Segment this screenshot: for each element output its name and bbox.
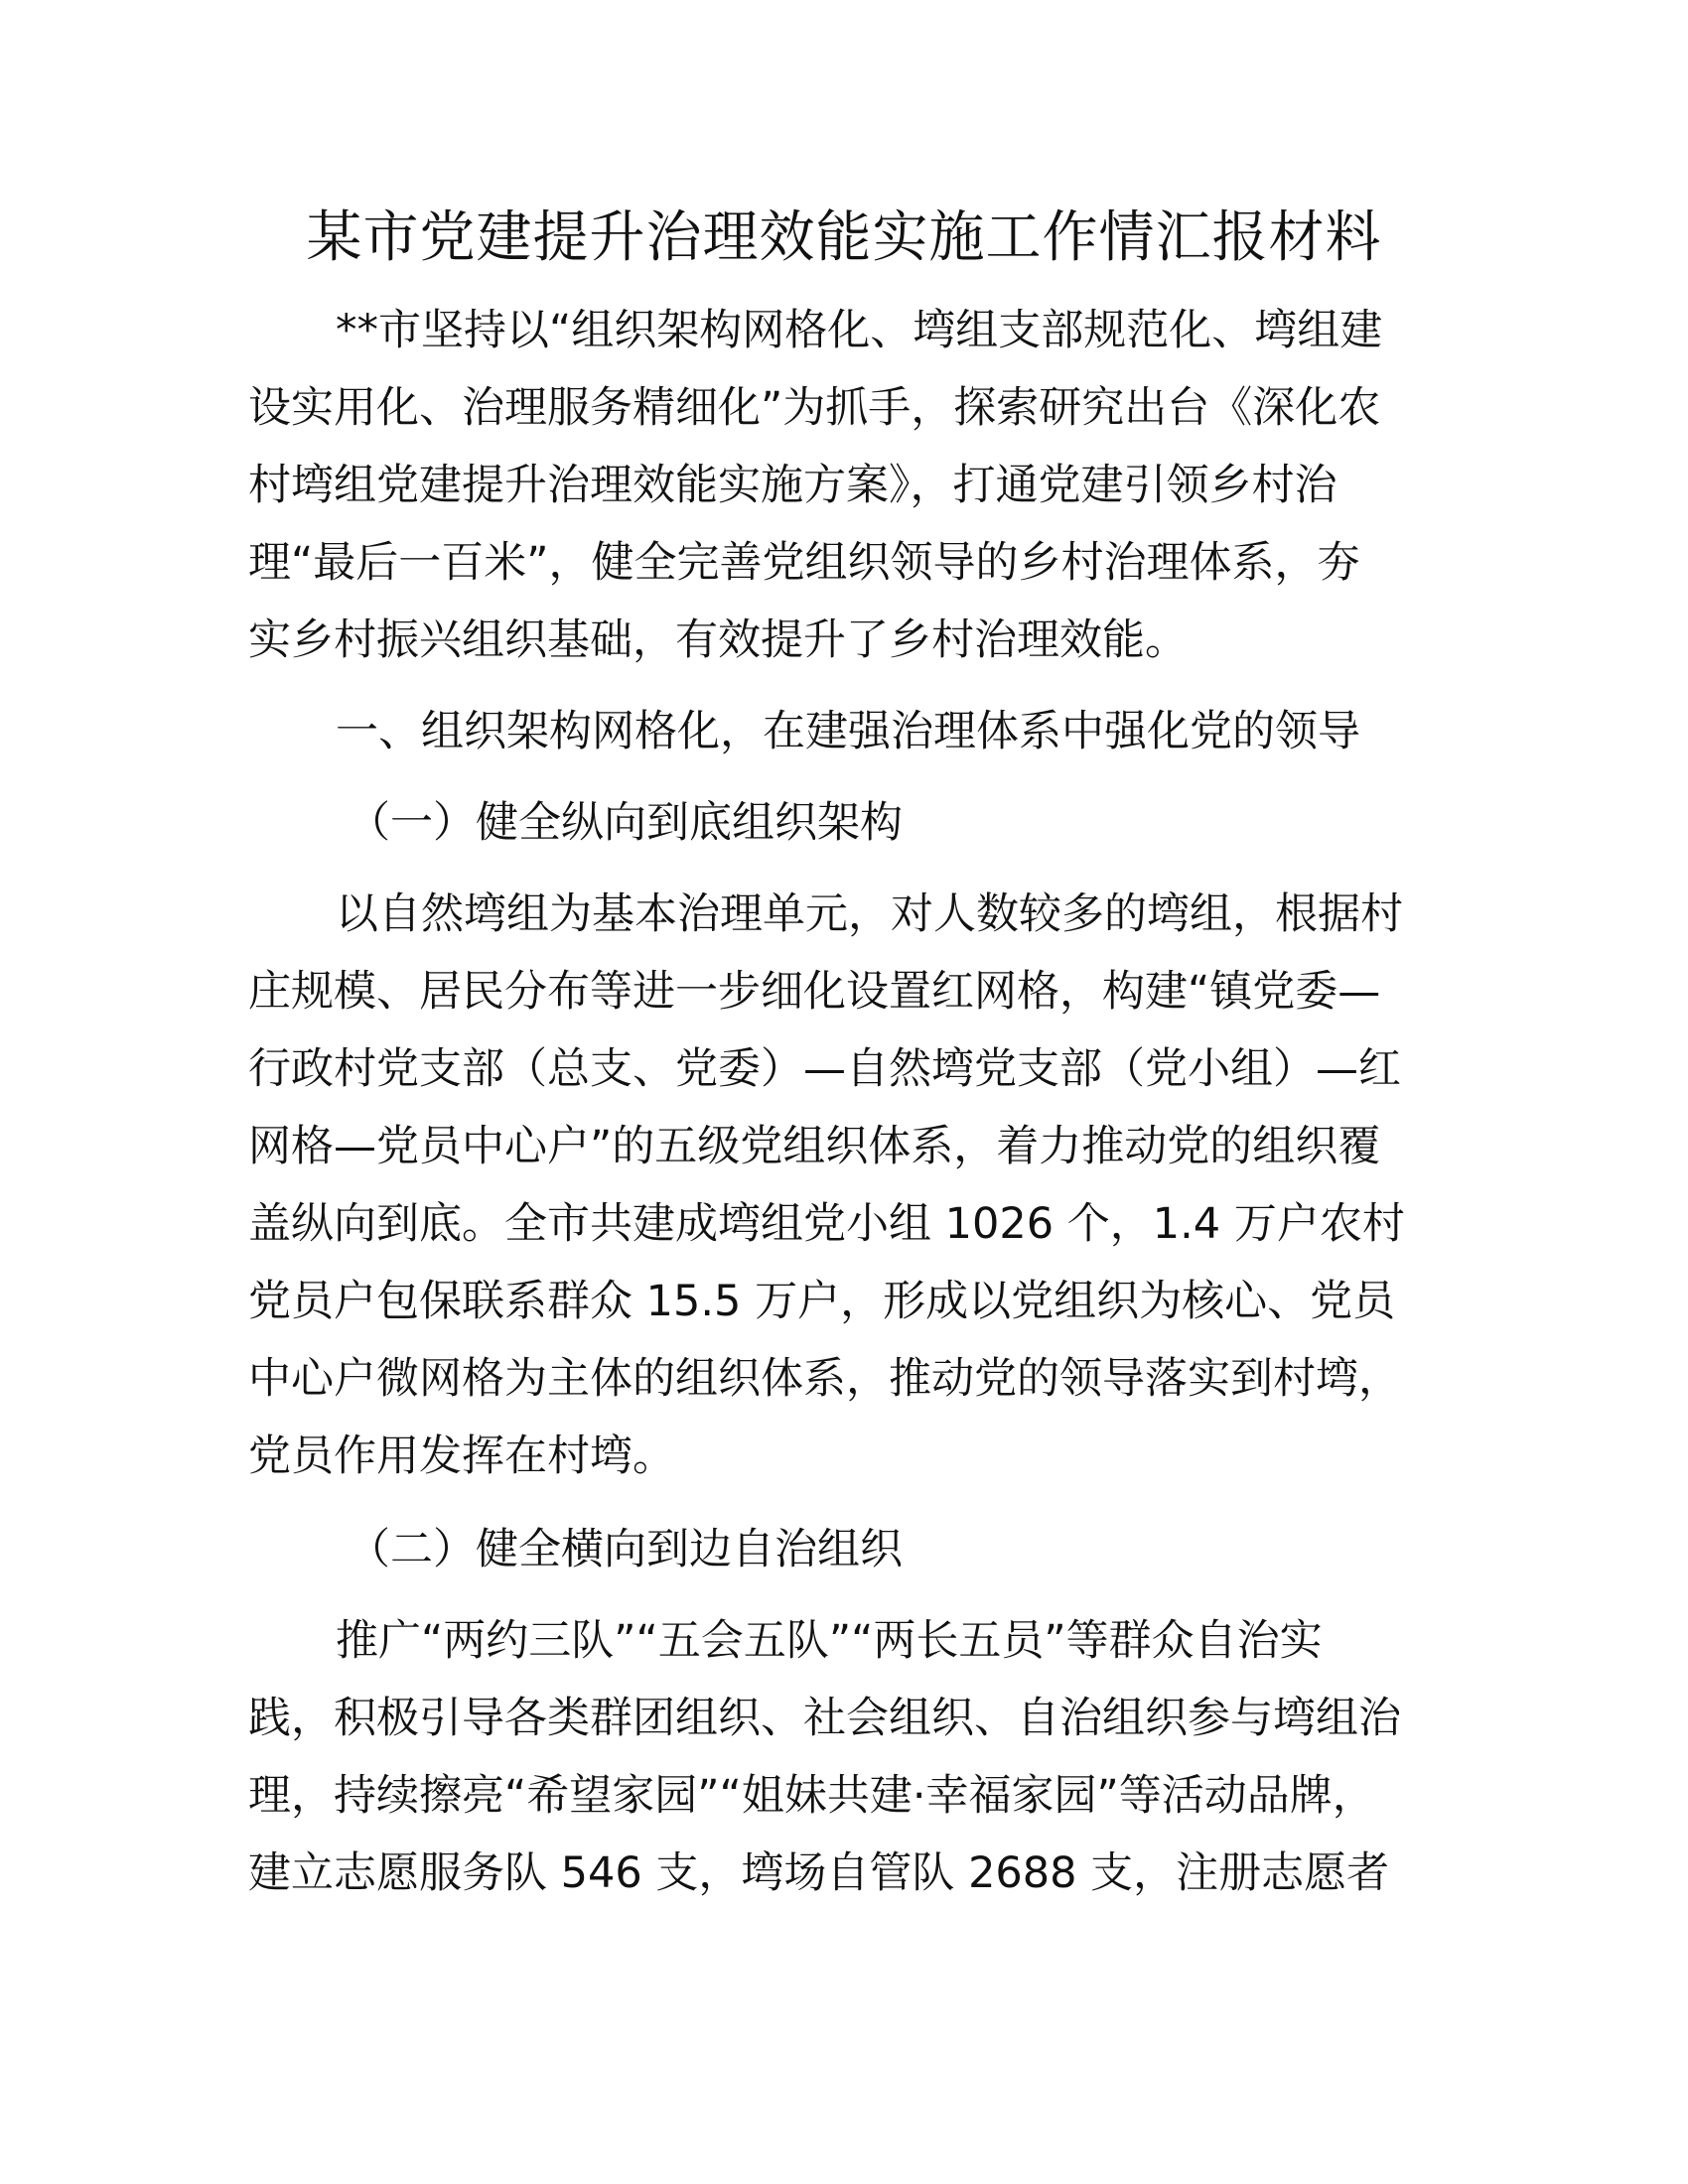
intro-paragraph: [248, 292, 1440, 679]
subsection-2-line-2: 践，积极引导各类群团组织、社会组织、自治组织参与塆组治: [248, 1694, 1401, 1743]
section-heading: 一、组织架构网格化，在建强治理体系中强化党的领导: [336, 707, 1360, 756]
spacer: [248, 1495, 1440, 1511]
subsection-2-line-4: 建立志愿服务队 546 支，塆场自管队 2688 支，注册志愿者: [248, 1848, 1390, 1898]
intro-line-3: 村塆组党建提升治理效能实施方案》，打通党建引领乡村治: [248, 461, 1337, 510]
subsection-1-line-8: 党员作用发挥在村塆。: [248, 1432, 675, 1481]
intro-line-1: **市坚持以“组织架构网格化、塆组支部规范化、塆组建: [336, 306, 1383, 355]
subsection-1-line-7: 中心户微网格为主体的组织体系，推动党的领导落实到村塆，: [248, 1354, 1401, 1404]
subsection-1-heading: （一）健全纵向到底组织架构: [348, 798, 903, 848]
subsection-1-line-6: 党员户包保联系群众 15.5 万户，形成以党组织为核心、党员: [248, 1277, 1396, 1326]
spacer: [248, 1588, 1440, 1602]
intro-line-5: 实乡村振兴组织基础，有效提升了乡村治理效能。: [248, 615, 1188, 665]
intro-line-4: 理“最后一百米”，健全完善党组织领导的乡村治理体系，夯: [248, 538, 1360, 588]
subsection-1-line-1: 以自然塆组为基本治理单元，对人数较多的塆组，根据村: [336, 889, 1403, 939]
subsection-2-line-1: 推广“两约三队”“五会五队”“两长五员”等群众自治实: [336, 1616, 1323, 1666]
document-page: [248, 199, 1440, 1985]
subsection-2-line-3: 理，持续擦亮“希望家园”“姐妹共建·幸福家园”等活动品牌，: [248, 1771, 1375, 1821]
subsection-1-line-4: 网格—党员中心户”的五级党组织体系，着力推动党的组织覆: [248, 1122, 1381, 1171]
spacer: [248, 679, 1440, 693]
subsection-1-line-3: 行政村党支部（总支、党委）—自然塆党支部（党小组）—红: [248, 1044, 1401, 1094]
subsection-2-heading: （二）健全横向到边自治组织: [348, 1525, 903, 1574]
spacer: [248, 770, 1440, 784]
intro-line-2: 设实用化、治理服务精细化”为抓手，探索研究出台《深化农: [248, 383, 1381, 433]
spacer: [248, 278, 1440, 292]
spacer: [248, 862, 1440, 876]
subsection-1-line-5: 盖纵向到底。全市共建成塆组党小组 1026 个，1.4 万户农村: [248, 1199, 1405, 1249]
subsection-1-line-2: 庄规模、居民分布等进一步细化设置红网格，构建“镇党委—: [248, 967, 1381, 1017]
subsection-1-paragraph: [248, 876, 1440, 1495]
subsection-2-paragraph: [248, 1602, 1440, 1912]
document-title: 某市党建提升治理效能实施工作情汇报材料: [306, 205, 1382, 270]
